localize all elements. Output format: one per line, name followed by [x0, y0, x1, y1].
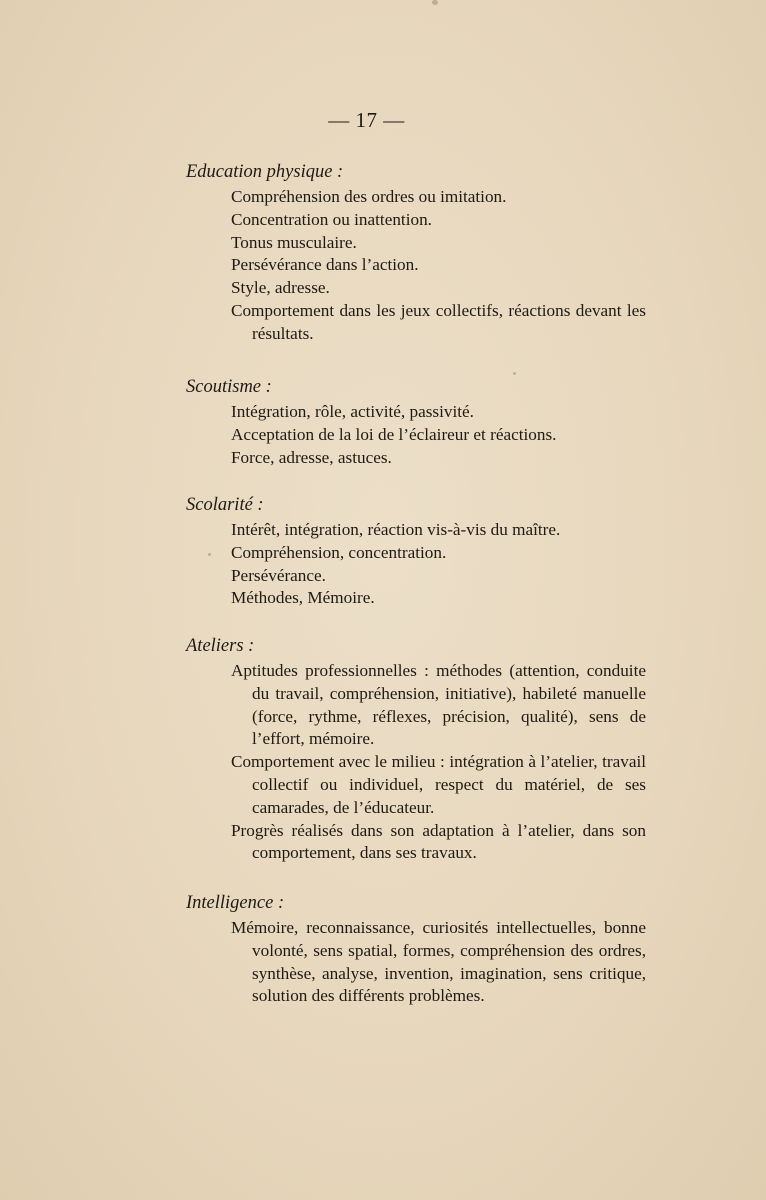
section-education-physique — [186, 160, 646, 346]
item-list — [186, 917, 646, 1008]
page-number: — 17 — — [328, 108, 405, 132]
list-item: Concentration ou inattention. — [231, 209, 432, 229]
list-item: Comportement dans les jeux collectifs, réactions devant les résultats. — [231, 300, 646, 343]
list-item: Compréhension des ordres ou imitation. — [231, 187, 507, 206]
list-item: Méthodes, Mémoire. — [231, 588, 375, 608]
paper-speck — [432, 0, 438, 5]
list-item: Aptitudes professionnelles : méthodes (attention, conduite du travail, compréhension, initiative), habileté manuelle (force, rythme, réflexes, précision, qualité), sens de l’effort, mémoire. — [231, 661, 646, 749]
item-list — [186, 186, 646, 346]
list-item: Progrès réalisés dans son adaptation à l’atelier, dans son comportement, dans ses travaux. — [231, 820, 646, 863]
list-item: Intégration, rôle, activité, passivité. — [231, 402, 474, 421]
list-item: Acceptation de la loi de l’éclaireur et réactions. — [231, 424, 557, 444]
section-title: Ateliers : — [186, 636, 255, 656]
item-list — [186, 660, 646, 865]
list-item: Persévérance. — [231, 565, 326, 585]
list-item: Persévérance dans l’action. — [231, 255, 419, 275]
list-item: Intérêt, intégration, réaction vis-à-vis du maître. — [231, 520, 561, 539]
list-item: Compréhension, concentration. — [231, 542, 447, 562]
item-list — [186, 401, 646, 469]
section-scolarite — [186, 493, 646, 610]
section-title: Intelligence : — [186, 893, 285, 913]
list-item: Tonus musculaire. — [231, 232, 357, 252]
section-scoutisme — [186, 375, 646, 469]
list-item: Style, adresse. — [231, 278, 330, 298]
section-title: Scolarité : — [186, 495, 264, 515]
section-title: Scoutisme : — [186, 377, 272, 397]
list-item: Comportement avec le milieu : intégration à l’atelier, travail collectif ou individuel, respect du matériel, de ses camarades, de l’éducateur. — [231, 752, 646, 817]
list-item: Force, adresse, astuces. — [231, 447, 392, 467]
list-item: Mémoire, reconnaissance, curiosités intellectuelles, bonne volonté, sens spatial, formes, compréhension des ordres, synthèse, analyse, invention, imagination, sens critique, solution des différents problèmes. — [231, 918, 646, 1006]
section-intelligence — [186, 891, 646, 1008]
section-ateliers — [186, 634, 646, 865]
item-list — [186, 519, 646, 610]
section-title: Education physique : — [186, 162, 344, 182]
